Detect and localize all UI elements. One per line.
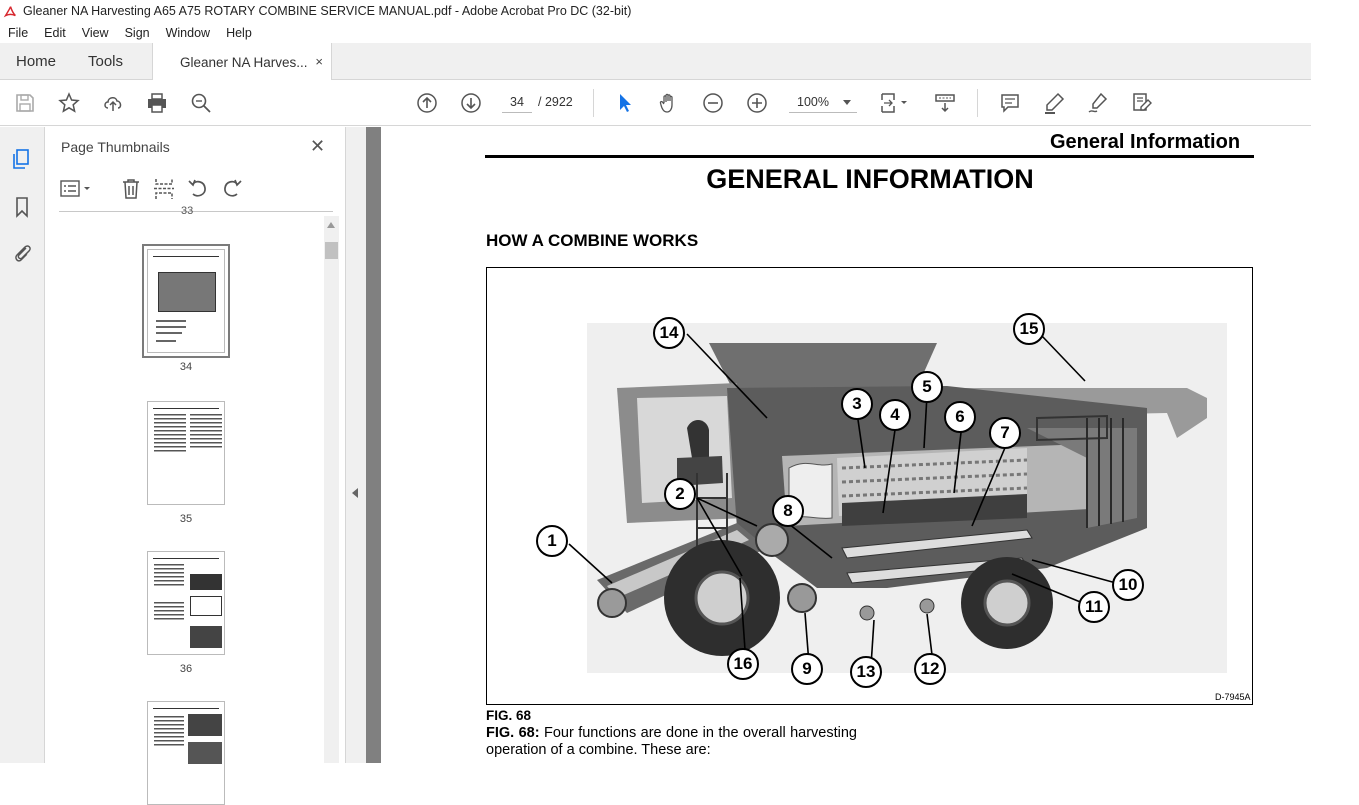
draw-signature-icon[interactable] [1086,91,1110,115]
extract-pages-icon[interactable] [152,177,176,201]
tab-tools[interactable]: Tools [88,53,124,70]
main-toolbar [0,80,1311,126]
delete-trash-icon[interactable] [119,177,143,201]
thumbnail-label: 35 [179,513,193,525]
zoom-search-icon[interactable] [189,91,213,115]
document-viewport[interactable] [366,127,1311,763]
bookmark-star-icon[interactable] [57,91,81,115]
upload-cloud-icon[interactable] [101,91,125,115]
thumbnail-scrollbar[interactable] [324,216,339,763]
callout-9: 9 [791,653,823,685]
window-title: Gleaner NA Harvesting A65 A75 ROTARY COMBINE SERVICE MANUAL.pdf - Adobe Acrobat Pro DC (32-bit) [23,4,632,18]
thumbnails-panel [45,127,345,763]
page-thumbnails-icon[interactable] [11,148,33,170]
menu-sign[interactable]: Sign [124,25,150,40]
close-tab-icon[interactable]: × [315,54,323,69]
tab-document-label: Gleaner NA Harves... [180,54,308,70]
rotate-counterclockwise-icon[interactable] [186,177,210,201]
menu-window[interactable]: Window [165,25,211,40]
combine-illustration [487,268,1252,704]
menu-help[interactable]: Help [226,25,252,40]
caption-lead: FIG. 68: [486,725,540,741]
save-icon[interactable] [13,91,37,115]
hand-tool-icon[interactable] [657,91,681,115]
thumbnail-page-37[interactable] [147,701,225,805]
menu-view[interactable]: View [81,25,109,40]
callout-4: 4 [879,399,911,431]
toolbar-divider [593,89,594,117]
pdf-page [381,127,1311,763]
tab-document[interactable] [152,43,332,81]
previous-page-icon[interactable] [415,91,439,115]
thumbnail-page-36[interactable] [147,551,225,655]
callout-5: 5 [911,371,943,403]
combine-figure [486,267,1253,705]
scroll-mode-icon[interactable] [933,91,957,115]
acrobat-logo-icon [4,5,17,18]
tab-bar [0,43,1311,80]
menu-edit[interactable]: Edit [44,25,66,40]
title-bar [0,0,1311,22]
chevron-down-icon [843,100,851,105]
page-title: GENERAL INFORMATION [706,164,1034,194]
thumbnail-label: 34 [179,361,193,373]
panel-collapse-bar[interactable] [345,127,366,763]
figure-caption [486,725,857,759]
callout-11: 11 [1078,591,1110,623]
collapse-panel-arrow-icon[interactable] [352,488,358,498]
print-icon[interactable] [145,91,169,115]
callout-7: 7 [989,417,1021,449]
callout-15: 15 [1013,313,1045,345]
callout-16: 16 [727,648,759,680]
callout-10: 10 [1112,569,1144,601]
tab-home[interactable]: Home [16,53,57,70]
thumbnail-toolbar [59,177,339,203]
zoom-select[interactable] [789,91,857,113]
close-panel-icon[interactable]: ✕ [310,136,326,156]
menu-file[interactable]: File [8,25,29,40]
zoom-in-icon[interactable] [745,91,769,115]
menu-bar [0,22,1311,43]
panel-divider [59,211,333,212]
rotate-clockwise-icon[interactable] [220,177,244,201]
zoom-out-icon[interactable] [701,91,725,115]
figure-code: D-7945A [1215,692,1251,702]
bookmarks-icon[interactable] [11,196,33,218]
page-number-input[interactable] [502,91,532,113]
thumbnail-page-35[interactable] [147,401,225,505]
zoom-value: 100% [797,95,829,109]
thumbnail-label: 36 [179,663,193,675]
page-fit-icon[interactable] [877,91,911,115]
toolbar-divider [977,89,978,117]
select-cursor-icon[interactable] [613,91,637,115]
callout-13: 13 [850,656,882,688]
page-total: / 2922 [538,95,573,109]
callout-1: 1 [536,525,568,557]
navigation-rail [0,127,45,763]
figure-label: FIG. 68 [486,708,532,723]
callout-8: 8 [772,495,804,527]
scrollbar-thumb[interactable] [325,242,338,259]
attachments-paperclip-icon[interactable] [11,241,33,263]
header-rule [485,155,1254,158]
callout-2: 2 [664,478,696,510]
options-menu-icon[interactable] [59,177,93,201]
callout-6: 6 [944,401,976,433]
comment-icon[interactable] [998,91,1022,115]
caption-text: Four functions are done in the overall harvesting operation of a combine. These are: [486,725,857,758]
section-heading: HOW A COMBINE WORKS [486,231,699,250]
thumbnail-list [45,205,325,763]
thumbnail-label: 33 [181,205,194,217]
callout-12: 12 [914,653,946,685]
thumbnail-page-34[interactable] [147,249,225,353]
scroll-up-arrow-icon[interactable] [327,222,335,228]
edit-pdf-icon[interactable] [1130,91,1154,115]
callout-3: 3 [841,388,873,420]
next-page-icon[interactable] [459,91,483,115]
running-header: General Information [1050,131,1241,153]
highlight-pen-icon[interactable] [1042,91,1066,115]
callout-14: 14 [653,317,685,349]
panel-title: Page Thumbnails [61,139,170,155]
